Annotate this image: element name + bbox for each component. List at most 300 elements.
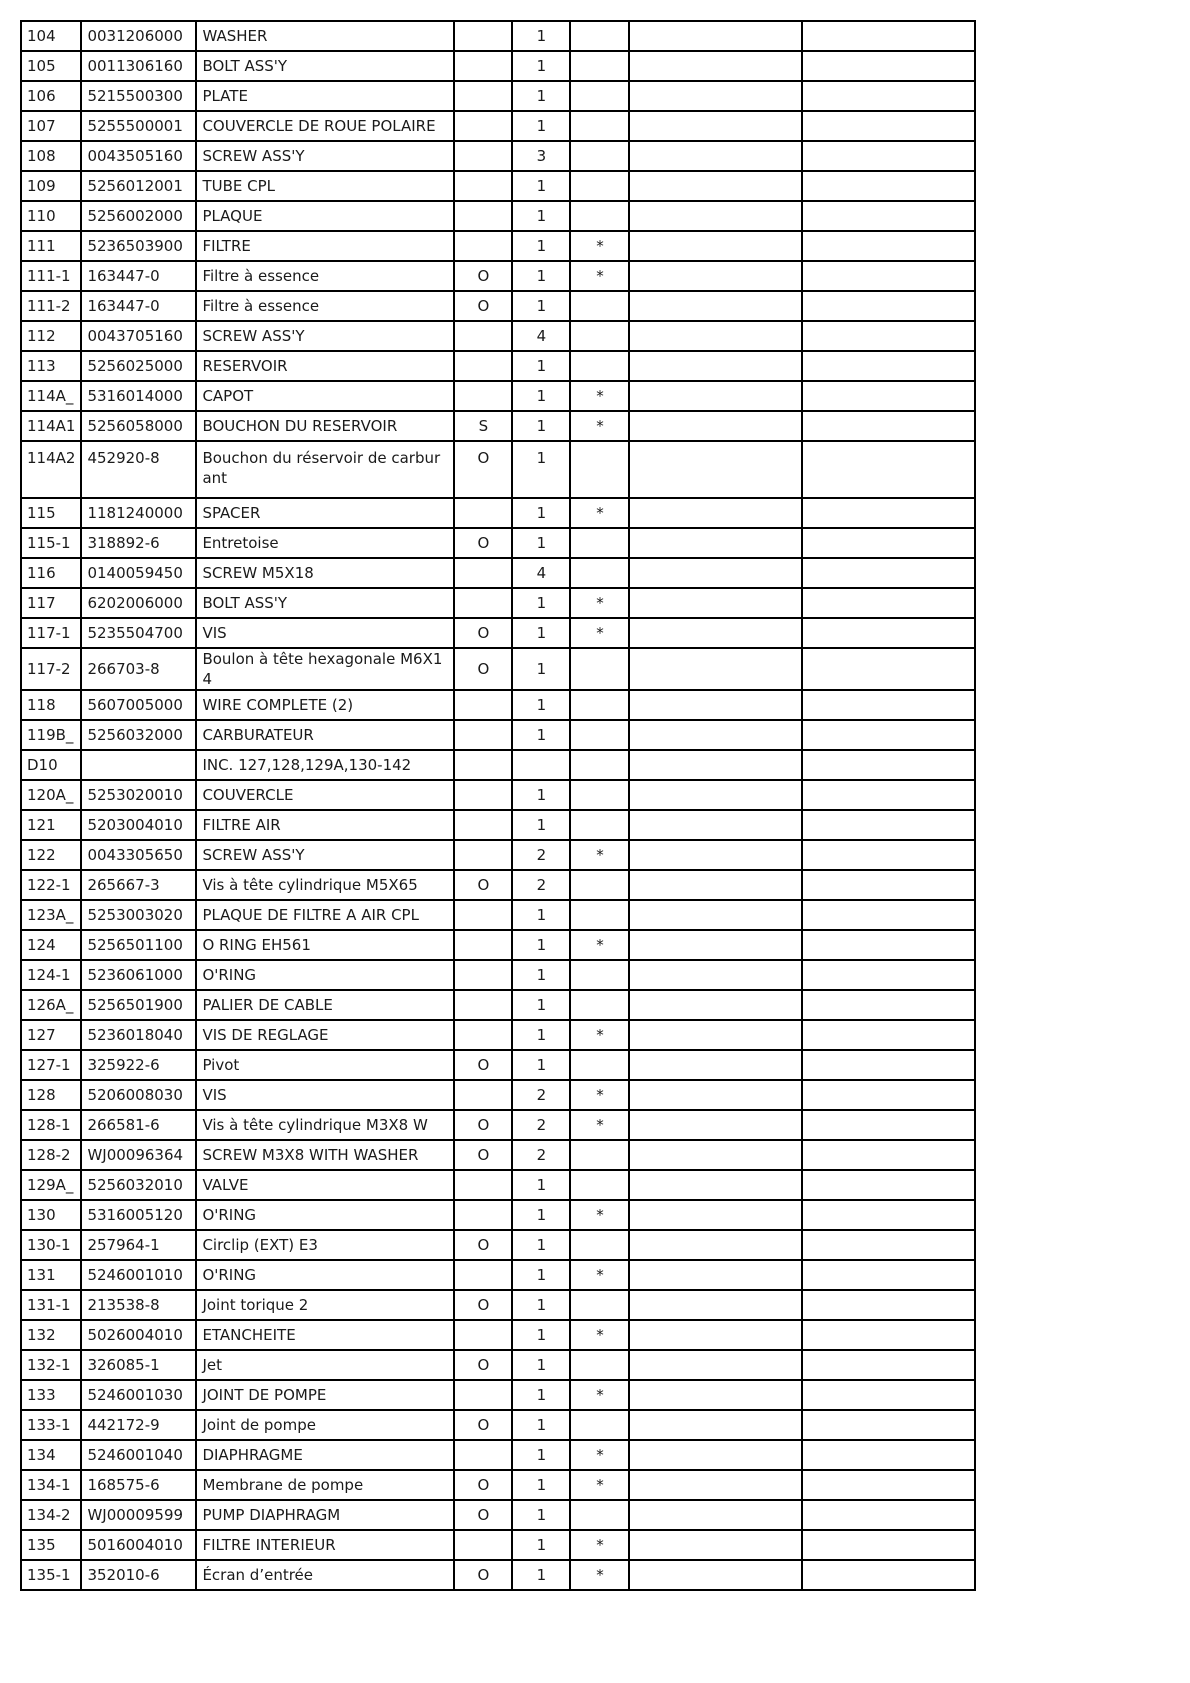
notes-cell-1 <box>629 411 802 441</box>
table-row <box>21 990 975 1020</box>
part-number-cell: 0043305650 <box>81 840 196 870</box>
part-number-cell: 318892-6 <box>81 528 196 558</box>
quantity-cell: 1 <box>512 588 570 618</box>
description-cell: PLATE <box>196 81 454 111</box>
option-code-cell <box>454 690 512 720</box>
parts-table <box>20 20 976 1591</box>
notes-cell-1 <box>629 1350 802 1380</box>
marker-cell: * <box>570 1020 629 1050</box>
option-code-cell <box>454 720 512 750</box>
quantity-cell: 1 <box>512 1560 570 1590</box>
part-number-cell <box>81 750 196 780</box>
description-cell: Membrane de pompe <box>196 1470 454 1500</box>
part-number-cell: 5235504700 <box>81 618 196 648</box>
option-code-cell <box>454 201 512 231</box>
quantity-cell: 1 <box>512 990 570 1020</box>
part-number-cell: 5026004010 <box>81 1320 196 1350</box>
option-code-cell <box>454 1020 512 1050</box>
marker-cell <box>570 111 629 141</box>
notes-cell-2 <box>802 1380 975 1410</box>
item-number-cell: 121 <box>21 810 81 840</box>
marker-cell <box>570 870 629 900</box>
notes-cell-1 <box>629 558 802 588</box>
marker-cell <box>570 81 629 111</box>
item-number-cell: 128-1 <box>21 1110 81 1140</box>
description-cell: TUBE CPL <box>196 171 454 201</box>
quantity-cell: 1 <box>512 960 570 990</box>
item-number-cell: 132-1 <box>21 1350 81 1380</box>
table-row <box>21 231 975 261</box>
table-row <box>21 900 975 930</box>
item-number-cell: 118 <box>21 690 81 720</box>
item-number-cell: 132 <box>21 1320 81 1350</box>
part-number-cell: 5236061000 <box>81 960 196 990</box>
notes-cell-1 <box>629 261 802 291</box>
marker-cell: * <box>570 381 629 411</box>
description-cell: Écran d’entrée <box>196 1560 454 1590</box>
description-cell: SCREW ASS'Y <box>196 321 454 351</box>
option-code-cell <box>454 81 512 111</box>
notes-cell-2 <box>802 930 975 960</box>
notes-cell-2 <box>802 1560 975 1590</box>
notes-cell-1 <box>629 1080 802 1110</box>
item-number-cell: 117-2 <box>21 648 81 690</box>
marker-cell <box>570 1500 629 1530</box>
description-cell: INC. 127,128,129A,130-142 <box>196 750 454 780</box>
part-number-cell: 5206008030 <box>81 1080 196 1110</box>
description-cell: ETANCHEITE <box>196 1320 454 1350</box>
table-row <box>21 618 975 648</box>
notes-cell-1 <box>629 381 802 411</box>
marker-cell <box>570 720 629 750</box>
part-number-cell: 5203004010 <box>81 810 196 840</box>
description-cell: VIS <box>196 1080 454 1110</box>
option-code-cell <box>454 990 512 1020</box>
part-number-cell: 5246001030 <box>81 1380 196 1410</box>
table-row <box>21 1110 975 1140</box>
item-number-cell: 128-2 <box>21 1140 81 1170</box>
notes-cell-2 <box>802 900 975 930</box>
table-row <box>21 81 975 111</box>
item-number-cell: 113 <box>21 351 81 381</box>
notes-cell-2 <box>802 291 975 321</box>
marker-cell: * <box>570 618 629 648</box>
quantity-cell: 1 <box>512 528 570 558</box>
marker-cell <box>570 441 629 498</box>
item-number-cell: 120A_ <box>21 780 81 810</box>
marker-cell <box>570 351 629 381</box>
item-number-cell: 112 <box>21 321 81 351</box>
notes-cell-1 <box>629 618 802 648</box>
marker-cell: * <box>570 1200 629 1230</box>
marker-cell: * <box>570 588 629 618</box>
quantity-cell: 1 <box>512 1380 570 1410</box>
notes-cell-2 <box>802 441 975 498</box>
item-number-cell: 122-1 <box>21 870 81 900</box>
item-number-cell: 108 <box>21 141 81 171</box>
part-number-cell: 266703-8 <box>81 648 196 690</box>
notes-cell-1 <box>629 720 802 750</box>
notes-cell-1 <box>629 990 802 1020</box>
option-code-cell: O <box>454 1110 512 1140</box>
item-number-cell: 119B_ <box>21 720 81 750</box>
marker-cell <box>570 960 629 990</box>
marker-cell <box>570 1230 629 1260</box>
quantity-cell: 1 <box>512 1200 570 1230</box>
option-code-cell: O <box>454 291 512 321</box>
notes-cell-1 <box>629 21 802 51</box>
item-number-cell: 131 <box>21 1260 81 1290</box>
notes-cell-2 <box>802 141 975 171</box>
table-row <box>21 528 975 558</box>
quantity-cell: 1 <box>512 81 570 111</box>
table-row <box>21 1050 975 1080</box>
notes-cell-1 <box>629 1290 802 1320</box>
part-number-cell: 5246001040 <box>81 1440 196 1470</box>
marker-cell <box>570 1350 629 1380</box>
notes-cell-2 <box>802 261 975 291</box>
notes-cell-1 <box>629 1200 802 1230</box>
option-code-cell <box>454 1530 512 1560</box>
table-row <box>21 1140 975 1170</box>
parts-table-body <box>21 21 975 1590</box>
part-number-cell: 5256501900 <box>81 990 196 1020</box>
option-code-cell: O <box>454 528 512 558</box>
option-code-cell <box>454 810 512 840</box>
part-number-cell: 5316005120 <box>81 1200 196 1230</box>
marker-cell <box>570 1290 629 1320</box>
description-cell: BOLT ASS'Y <box>196 51 454 81</box>
item-number-cell: 135 <box>21 1530 81 1560</box>
table-row <box>21 558 975 588</box>
quantity-cell: 2 <box>512 1080 570 1110</box>
item-number-cell: 126A_ <box>21 990 81 1020</box>
part-number-cell: 325922-6 <box>81 1050 196 1080</box>
item-number-cell: 135-1 <box>21 1560 81 1590</box>
part-number-cell: 442172-9 <box>81 1410 196 1440</box>
description-cell: COUVERCLE <box>196 780 454 810</box>
item-number-cell: 134-2 <box>21 1500 81 1530</box>
notes-cell-1 <box>629 171 802 201</box>
notes-cell-1 <box>629 780 802 810</box>
notes-cell-1 <box>629 1260 802 1290</box>
notes-cell-1 <box>629 648 802 690</box>
notes-cell-1 <box>629 1440 802 1470</box>
notes-cell-2 <box>802 411 975 441</box>
notes-cell-2 <box>802 1470 975 1500</box>
notes-cell-2 <box>802 1020 975 1050</box>
quantity-cell: 1 <box>512 498 570 528</box>
part-number-cell: 257964-1 <box>81 1230 196 1260</box>
marker-cell: * <box>570 1560 629 1590</box>
description-cell: RESERVOIR <box>196 351 454 381</box>
item-number-cell: 134-1 <box>21 1470 81 1500</box>
part-number-cell: 5016004010 <box>81 1530 196 1560</box>
item-number-cell: 130 <box>21 1200 81 1230</box>
table-row <box>21 111 975 141</box>
option-code-cell <box>454 840 512 870</box>
notes-cell-2 <box>802 231 975 261</box>
notes-cell-1 <box>629 1410 802 1440</box>
description-cell: Vis à tête cylindrique M3X8 W <box>196 1110 454 1140</box>
notes-cell-1 <box>629 1320 802 1350</box>
description-cell: DIAPHRAGME <box>196 1440 454 1470</box>
part-number-cell: 5215500300 <box>81 81 196 111</box>
marker-cell <box>570 21 629 51</box>
quantity-cell: 1 <box>512 411 570 441</box>
description-cell: VIS DE REGLAGE <box>196 1020 454 1050</box>
marker-cell: * <box>570 1080 629 1110</box>
quantity-cell: 1 <box>512 351 570 381</box>
option-code-cell <box>454 171 512 201</box>
table-row <box>21 411 975 441</box>
description-cell: WIRE COMPLETE (2) <box>196 690 454 720</box>
part-number-cell: 326085-1 <box>81 1350 196 1380</box>
description-cell: SCREW ASS'Y <box>196 141 454 171</box>
description-cell: O'RING <box>196 1260 454 1290</box>
notes-cell-1 <box>629 1050 802 1080</box>
option-code-cell <box>454 960 512 990</box>
table-row <box>21 1500 975 1530</box>
notes-cell-1 <box>629 960 802 990</box>
notes-cell-2 <box>802 618 975 648</box>
description-cell: FILTRE INTERIEUR <box>196 1530 454 1560</box>
description-cell: Bouchon du réservoir de carburant <box>196 441 454 498</box>
option-code-cell: O <box>454 1350 512 1380</box>
marker-cell <box>570 321 629 351</box>
quantity-cell: 1 <box>512 441 570 498</box>
table-row <box>21 1440 975 1470</box>
item-number-cell: 117 <box>21 588 81 618</box>
part-number-cell: 0140059450 <box>81 558 196 588</box>
notes-cell-2 <box>802 870 975 900</box>
option-code-cell <box>454 930 512 960</box>
notes-cell-1 <box>629 1380 802 1410</box>
description-cell: VALVE <box>196 1170 454 1200</box>
option-code-cell: O <box>454 1230 512 1260</box>
notes-cell-2 <box>802 171 975 201</box>
part-number-cell: 5253003020 <box>81 900 196 930</box>
quantity-cell: 1 <box>512 1290 570 1320</box>
quantity-cell: 1 <box>512 930 570 960</box>
quantity-cell: 1 <box>512 21 570 51</box>
notes-cell-2 <box>802 960 975 990</box>
notes-cell-1 <box>629 1500 802 1530</box>
part-number-cell: WJ00009599 <box>81 1500 196 1530</box>
table-row <box>21 1200 975 1230</box>
quantity-cell: 1 <box>512 780 570 810</box>
marker-cell <box>570 141 629 171</box>
option-code-cell <box>454 351 512 381</box>
description-cell: SPACER <box>196 498 454 528</box>
quantity-cell: 1 <box>512 720 570 750</box>
part-number-cell: 6202006000 <box>81 588 196 618</box>
part-number-cell: 5256025000 <box>81 351 196 381</box>
item-number-cell: 123A_ <box>21 900 81 930</box>
description-cell: Filtre à essence <box>196 261 454 291</box>
marker-cell <box>570 1050 629 1080</box>
quantity-cell: 3 <box>512 141 570 171</box>
table-row <box>21 201 975 231</box>
notes-cell-2 <box>802 1290 975 1320</box>
marker-cell: * <box>570 1530 629 1560</box>
notes-cell-1 <box>629 1470 802 1500</box>
part-number-cell: 213538-8 <box>81 1290 196 1320</box>
part-number-cell: 5246001010 <box>81 1260 196 1290</box>
item-number-cell: 131-1 <box>21 1290 81 1320</box>
marker-cell <box>570 291 629 321</box>
marker-cell <box>570 990 629 1020</box>
table-row <box>21 51 975 81</box>
item-number-cell: 107 <box>21 111 81 141</box>
marker-cell: * <box>570 231 629 261</box>
part-number-cell: 452920-8 <box>81 441 196 498</box>
table-row <box>21 1260 975 1290</box>
item-number-cell: 133 <box>21 1380 81 1410</box>
table-row <box>21 810 975 840</box>
notes-cell-2 <box>802 648 975 690</box>
marker-cell <box>570 690 629 720</box>
table-row <box>21 291 975 321</box>
part-number-cell: 168575-6 <box>81 1470 196 1500</box>
option-code-cell <box>454 51 512 81</box>
description-cell: Boulon à tête hexagonale M6X14 <box>196 648 454 690</box>
option-code-cell: O <box>454 1290 512 1320</box>
table-row <box>21 720 975 750</box>
option-code-cell <box>454 1170 512 1200</box>
option-code-cell: O <box>454 1470 512 1500</box>
marker-cell <box>570 51 629 81</box>
part-number-cell: 0043705160 <box>81 321 196 351</box>
table-row <box>21 141 975 171</box>
table-row <box>21 1170 975 1200</box>
table-row <box>21 441 975 498</box>
notes-cell-2 <box>802 1260 975 1290</box>
table-row <box>21 840 975 870</box>
item-number-cell: 117-1 <box>21 618 81 648</box>
part-number-cell: 5236503900 <box>81 231 196 261</box>
marker-cell <box>570 900 629 930</box>
notes-cell-2 <box>802 1440 975 1470</box>
table-row <box>21 1230 975 1260</box>
marker-cell: * <box>570 411 629 441</box>
notes-cell-2 <box>802 1500 975 1530</box>
notes-cell-2 <box>802 498 975 528</box>
description-cell: PALIER DE CABLE <box>196 990 454 1020</box>
option-code-cell: O <box>454 1500 512 1530</box>
notes-cell-2 <box>802 21 975 51</box>
table-row <box>21 870 975 900</box>
table-row <box>21 381 975 411</box>
description-cell: O'RING <box>196 1200 454 1230</box>
item-number-cell: 106 <box>21 81 81 111</box>
option-code-cell: S <box>454 411 512 441</box>
table-row <box>21 930 975 960</box>
quantity-cell: 1 <box>512 111 570 141</box>
option-code-cell <box>454 1380 512 1410</box>
option-code-cell <box>454 231 512 261</box>
marker-cell: * <box>570 1470 629 1500</box>
description-cell: SCREW M5X18 <box>196 558 454 588</box>
marker-cell <box>570 810 629 840</box>
part-number-cell: 265667-3 <box>81 870 196 900</box>
notes-cell-2 <box>802 111 975 141</box>
table-row <box>21 498 975 528</box>
option-code-cell <box>454 381 512 411</box>
quantity-cell: 1 <box>512 261 570 291</box>
option-code-cell <box>454 750 512 780</box>
description-cell: CARBURATEUR <box>196 720 454 750</box>
description-cell: COUVERCLE DE ROUE POLAIRE <box>196 111 454 141</box>
quantity-cell: 1 <box>512 1440 570 1470</box>
notes-cell-1 <box>629 351 802 381</box>
option-code-cell: O <box>454 648 512 690</box>
description-cell: Pivot <box>196 1050 454 1080</box>
notes-cell-1 <box>629 111 802 141</box>
part-number-cell: 5256058000 <box>81 411 196 441</box>
notes-cell-2 <box>802 1080 975 1110</box>
notes-cell-2 <box>802 588 975 618</box>
notes-cell-2 <box>802 1050 975 1080</box>
table-row <box>21 1320 975 1350</box>
item-number-cell: 111 <box>21 231 81 261</box>
notes-cell-2 <box>802 810 975 840</box>
table-row <box>21 1020 975 1050</box>
notes-cell-1 <box>629 528 802 558</box>
notes-cell-1 <box>629 51 802 81</box>
description-cell: JOINT DE POMPE <box>196 1380 454 1410</box>
table-row <box>21 1560 975 1590</box>
quantity-cell <box>512 750 570 780</box>
notes-cell-1 <box>629 81 802 111</box>
notes-cell-1 <box>629 201 802 231</box>
option-code-cell: O <box>454 1050 512 1080</box>
quantity-cell: 1 <box>512 1350 570 1380</box>
quantity-cell: 1 <box>512 810 570 840</box>
quantity-cell: 2 <box>512 1110 570 1140</box>
description-cell: PLAQUE DE FILTRE A AIR CPL <box>196 900 454 930</box>
item-number-cell: 115 <box>21 498 81 528</box>
table-row <box>21 21 975 51</box>
part-number-cell: 163447-0 <box>81 291 196 321</box>
description-cell: FILTRE AIR <box>196 810 454 840</box>
quantity-cell: 2 <box>512 870 570 900</box>
marker-cell <box>570 1170 629 1200</box>
part-number-cell: 163447-0 <box>81 261 196 291</box>
quantity-cell: 1 <box>512 291 570 321</box>
description-cell: Joint torique 2 <box>196 1290 454 1320</box>
option-code-cell: O <box>454 1140 512 1170</box>
description-cell: CAPOT <box>196 381 454 411</box>
table-row <box>21 321 975 351</box>
item-number-cell: 110 <box>21 201 81 231</box>
item-number-cell: 124 <box>21 930 81 960</box>
option-code-cell <box>454 1260 512 1290</box>
option-code-cell: O <box>454 261 512 291</box>
quantity-cell: 2 <box>512 840 570 870</box>
marker-cell <box>570 780 629 810</box>
option-code-cell <box>454 1200 512 1230</box>
option-code-cell: O <box>454 1560 512 1590</box>
marker-cell <box>570 528 629 558</box>
description-cell: Jet <box>196 1350 454 1380</box>
notes-cell-2 <box>802 351 975 381</box>
table-row <box>21 690 975 720</box>
part-number-cell: 1181240000 <box>81 498 196 528</box>
description-cell: Vis à tête cylindrique M5X65 <box>196 870 454 900</box>
table-row <box>21 1080 975 1110</box>
item-number-cell: 127-1 <box>21 1050 81 1080</box>
